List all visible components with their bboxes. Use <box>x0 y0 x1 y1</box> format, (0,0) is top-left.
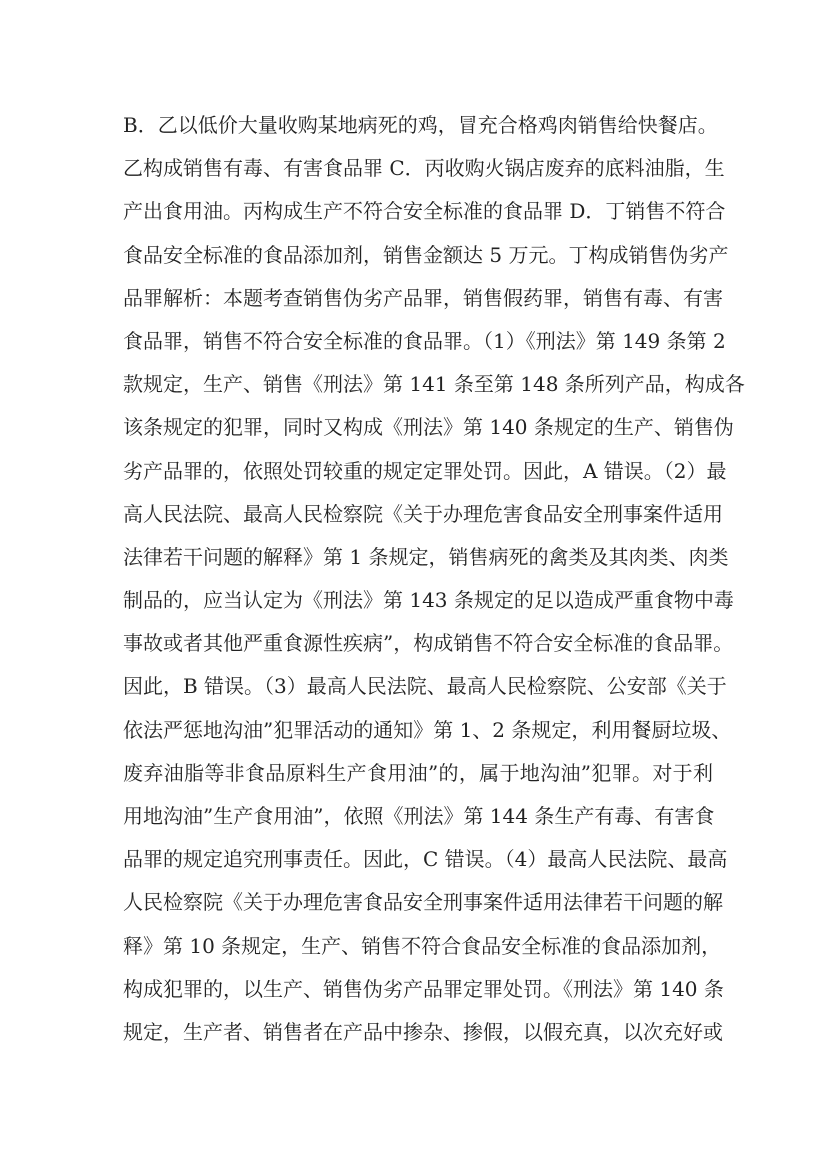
text-line: 款规定，生产、销售《刑法》第 141 条至第 148 条所列产品，构成各 <box>123 372 745 397</box>
text-line: 食品罪，销售不符合安全标准的食品罪。（1）《刑法》第 149 条第 2 <box>123 328 726 353</box>
text-line: B．乙以低价大量收购某地病死的鸡，冒充合格鸡肉销售给快餐店。 <box>123 113 718 137</box>
text-line: 品罪的规定追究刑事责任。因此，C 错误。（4）最高人民法院、最高 <box>123 847 728 872</box>
text-line: 规定，生产者、销售者在产品中掺杂、掺假，以假充真，以次充好或 <box>123 1019 723 1044</box>
text-line: 乙构成销售有毒、有害食品罪 C．丙收购火锅店废弃的底料油脂，生 <box>123 156 725 181</box>
text-line: 释》第 10 条规定，生产、销售不符合食品安全标准的食品添加剂， <box>123 933 722 958</box>
text-line: 依法严惩地沟油”犯罪活动的通知》第 1、2 条规定，利用餐厨垃圾、 <box>123 717 732 742</box>
text-line: 构成犯罪的，以生产、销售伪劣产品罪定罪处罚。《刑法》第 140 条 <box>123 976 724 1001</box>
document-body <box>123 108 745 1058</box>
text-line: 产出食用油。丙构成生产不符合安全标准的食品罪 D．丁销售不符合 <box>123 199 726 224</box>
text-line: 因此，B 错误。（3）最高人民法院、最高人民检察院、公安部《关于 <box>123 674 727 699</box>
text-line: 食品安全标准的食品添加剂，销售金额达 5 万元。丁构成销售伪劣产 <box>123 242 729 267</box>
text-line: 制品的，应当认定为《刑法》第 143 条规定的足以造成严重食物中毒 <box>123 588 734 613</box>
text-line: 该条规定的犯罪，同时又构成《刑法》第 140 条规定的生产、销售伪 <box>123 415 734 440</box>
text-line: 用地沟油”生产食用油”，依照《刑法》第 144 条生产有毒、有害食 <box>123 804 715 828</box>
text-line: 法律若干问题的解释》第 1 条规定，销售病死的禽类及其肉类、肉类 <box>123 544 729 569</box>
text-line: 人民检察院《关于办理危害食品安全刑事案件适用法律若干问题的解 <box>123 890 723 915</box>
text-line: 劣产品罪的，依照处罚较重的规定定罪处罚。因此，A 错误。（2）最 <box>123 458 727 483</box>
text-line: 品罪解析：本题考查销售伪劣产品罪，销售假药罪，销售有毒、有害 <box>123 285 723 310</box>
text-line: 事故或者其他严重食源性疾病”，构成销售不符合安全标准的食品罪。 <box>123 631 734 656</box>
text-line: 高人民法院、最高人民检察院《关于办理危害食品安全刑事案件适用 <box>123 501 723 526</box>
text-line: 废弃油脂等非食品原料生产食用油”的，属于地沟油”犯罪。对于利 <box>123 760 713 785</box>
